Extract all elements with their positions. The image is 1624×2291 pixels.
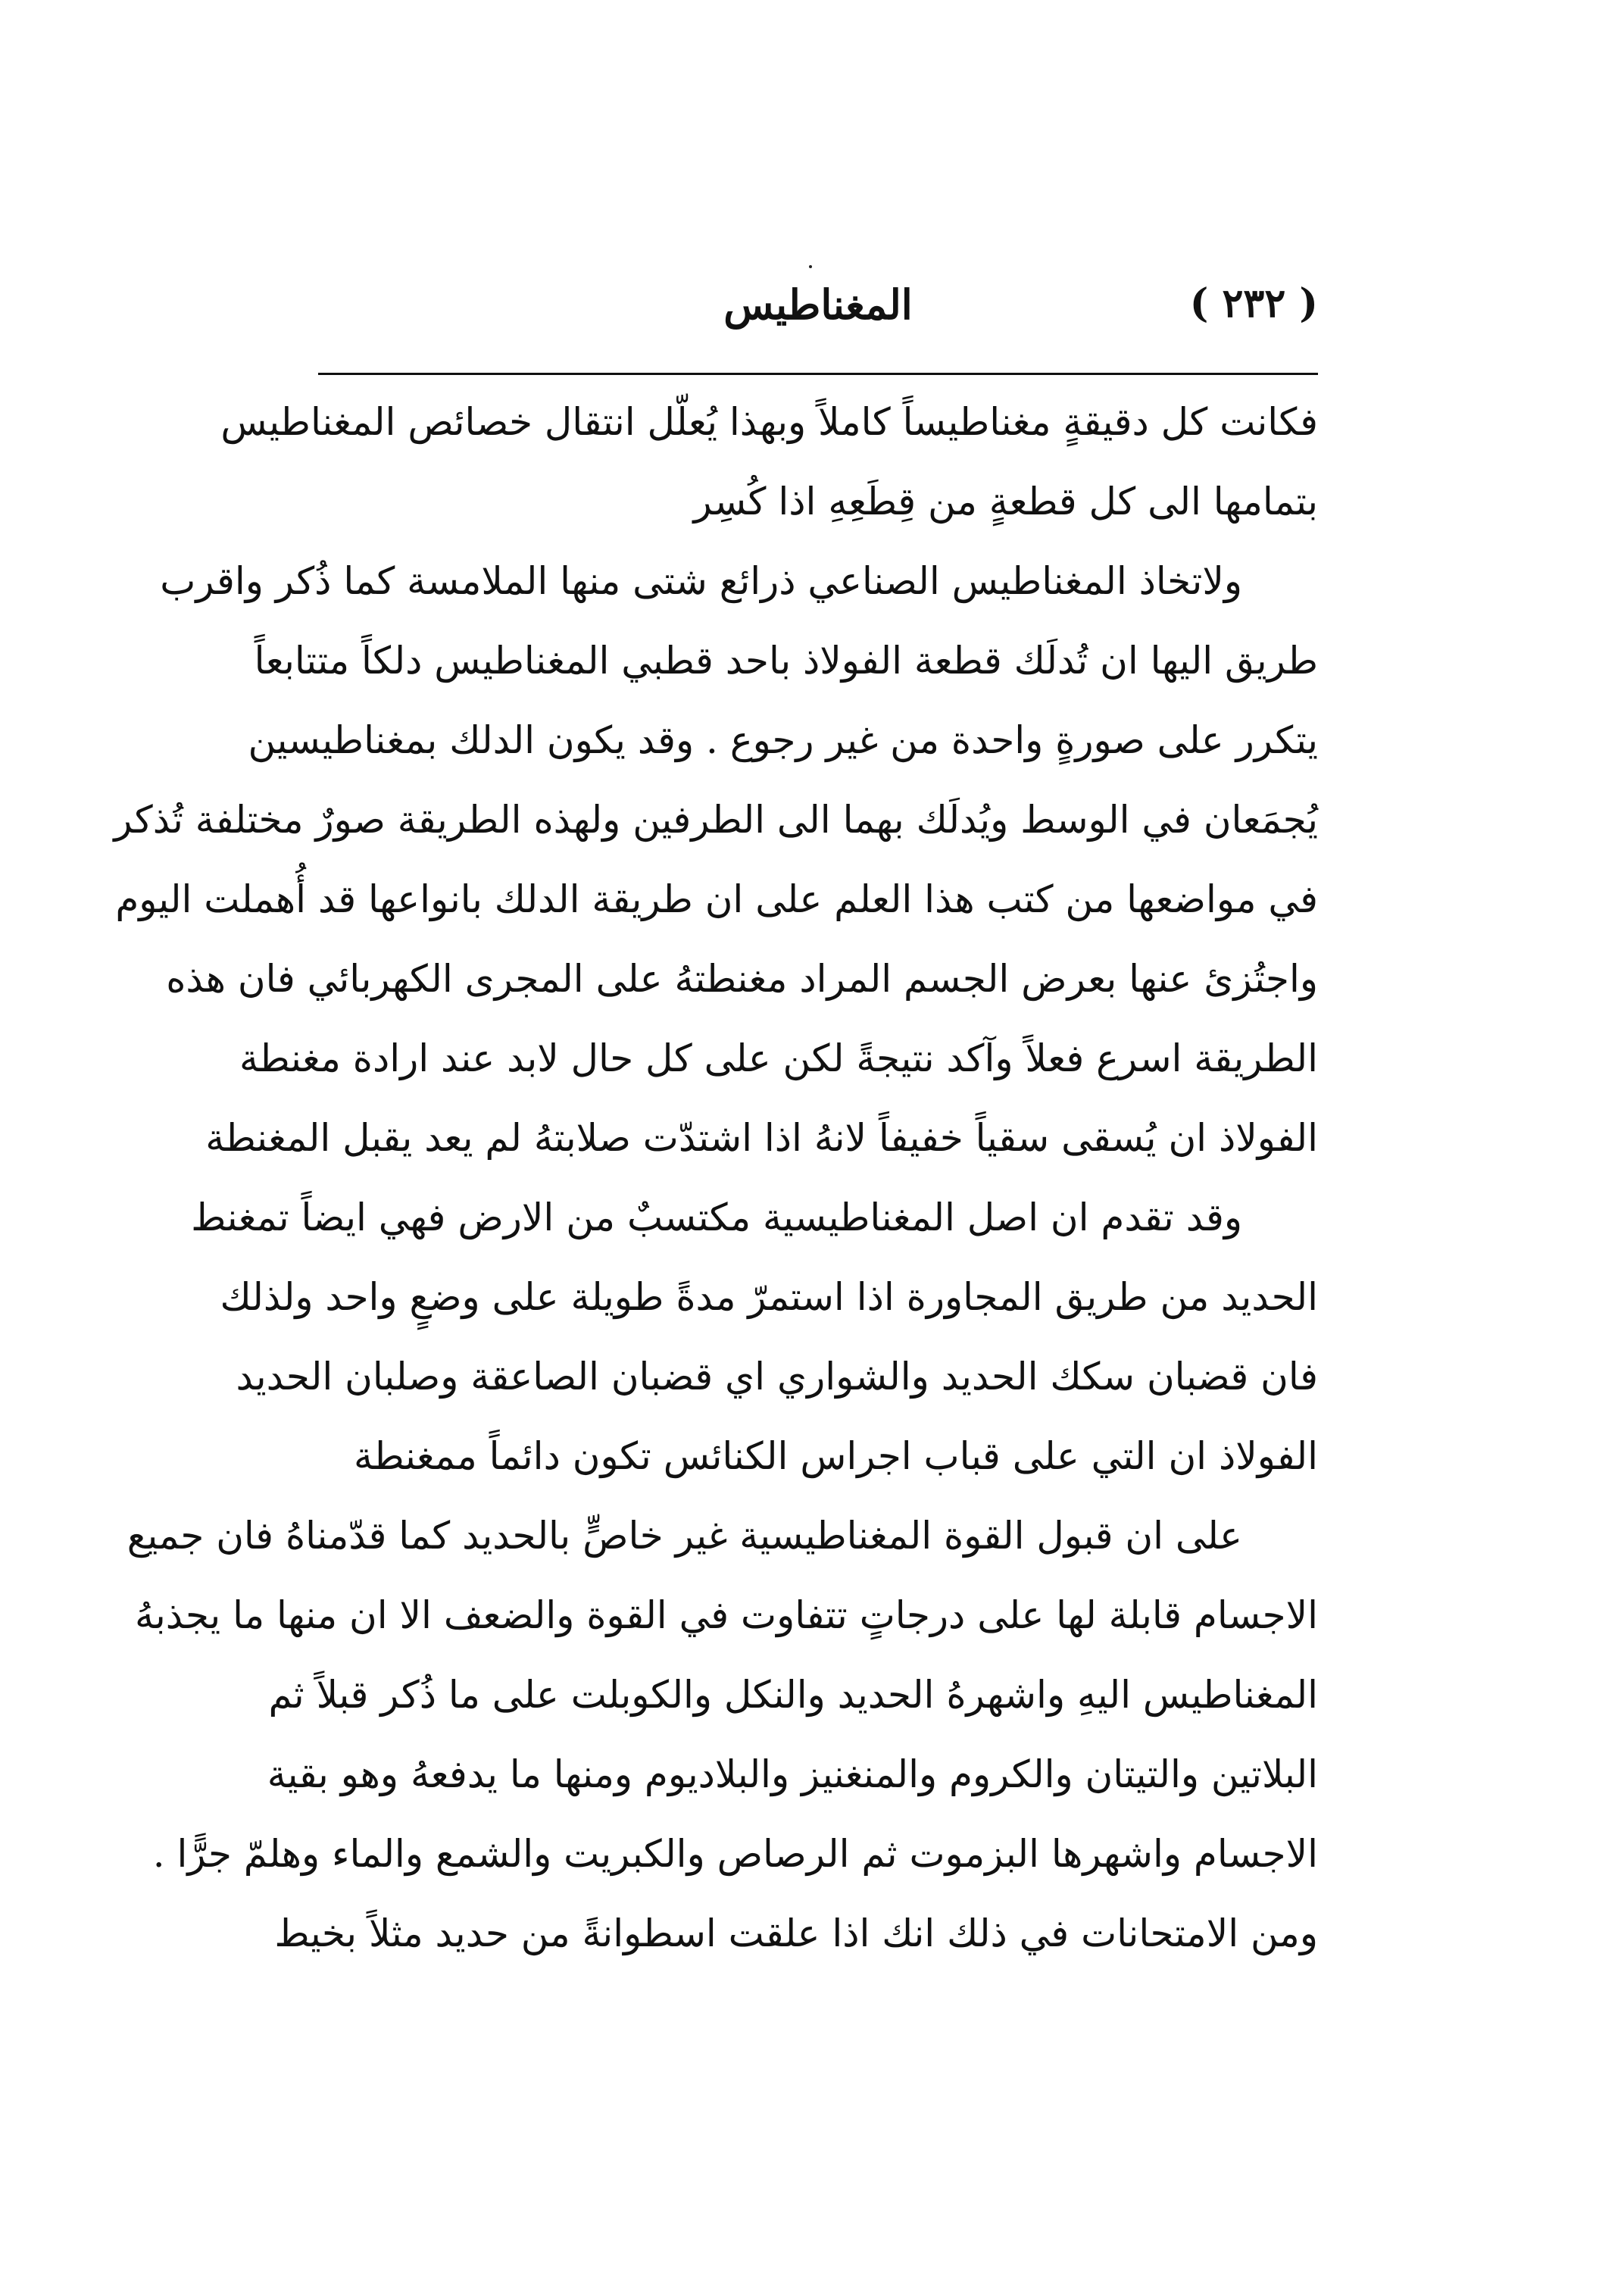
text-line: يُجمَعان في الوسط ويُدلَك بهما الى الطرفين ولهذه الطريقة صورٌ مختلفة تُذكر <box>114 798 1318 842</box>
text-line: فكانت كل دقيقةٍ مغناطيساً كاملاً وبهذا يُعلّل انتقال خصائص المغناطيس <box>220 400 1318 444</box>
running-title: المغناطيس <box>723 280 913 329</box>
page-header <box>318 273 1318 356</box>
text-line: ولاتخاذ المغناطيس الصناعي ذرائع شتى منها الملامسة كما ذُكر واقرب <box>160 559 1242 603</box>
print-mark <box>809 265 812 268</box>
text-line: الحديد من طريق المجاورة اذا استمرّ مدةً طويلة على وضعٍ واحد ولذلك <box>220 1275 1318 1319</box>
text-line: وقد تقدم ان اصل المغناطيسية مكتسبٌ من الارض فهي ايضاً تمغنط <box>191 1196 1242 1239</box>
page-number: ( ٢٣٢ ) <box>1189 280 1318 327</box>
paragraph <box>220 383 1318 542</box>
text-line: يتكرر على صورةٍ واحدة من غير رجوع . وقد يكون الدلك بمغناطيسين <box>248 718 1318 762</box>
text-line: في مواضعها من كتب هذا العلم على ان طريقة الدلك بانواعها قد أُهملت اليوم <box>115 877 1318 921</box>
header-rule <box>318 373 1318 375</box>
text-line: الطريقة اسرع فعلاً وآكد نتيجةً لكن على كل حال لابد عند ارادة مغنطة <box>239 1036 1318 1080</box>
text-line: الاجسام واشهرها البزموت ثم الرصاص والكبريت والشمع والماء وهلمّ جرًّا . <box>152 1832 1318 1876</box>
text-line: ومن الامتحانات في ذلك انك اذا علقت اسطوانةً من حديد مثلاً بخيط <box>274 1911 1318 1955</box>
text-line: فان قضبان سكك الحديد والشواري اي قضبان الصاعقة وصلبان الحديد <box>236 1355 1318 1399</box>
text-line: واجتُزئ عنها بعرض الجسم المراد مغنطتهُ على المجرى الكهربائي فان هذه <box>166 957 1318 1001</box>
text-line: الفولاذ ان يُسقى سقياً خفيفاً لانهُ اذا اشتدّت صلابتهُ لم يعد يقبل المغنطة <box>205 1116 1318 1160</box>
text-line: الفولاذ ان التي على قباب اجراس الكنائس تكون دائماً ممغنطة <box>354 1434 1318 1478</box>
text-line: طريق اليها ان تُدلَك قطعة الفولاذ باحد قطبي المغناطيس دلكاً متتابعاً <box>254 639 1318 683</box>
text-line: البلاتين والتيتان والكروم والمنغنيز والبلاديوم ومنها ما يدفعهُ وهو بقية <box>267 1752 1318 1796</box>
text-line: الاجسام قابلة لها على درجاتٍ تتفاوت في القوة والضعف الا ان منها ما يجذبهُ <box>135 1593 1318 1637</box>
text-line: بتمامها الى كل قطعةٍ من قِطَعِهِ اذا كُسِر <box>693 480 1318 524</box>
paragraph <box>114 542 1318 1178</box>
body-text <box>114 383 1318 1974</box>
paragraph <box>191 1178 1318 1496</box>
paragraph <box>126 1496 1318 1974</box>
text-line: على ان قبول القوة المغناطيسية غير خاصٍّ بالحديد كما قدّمناهُ فان جميع <box>126 1514 1242 1558</box>
text-line: المغناطيس اليهِ واشهرهُ الحديد والنكل والكوبلت على ما ذُكر قبلاً ثم <box>268 1673 1318 1717</box>
